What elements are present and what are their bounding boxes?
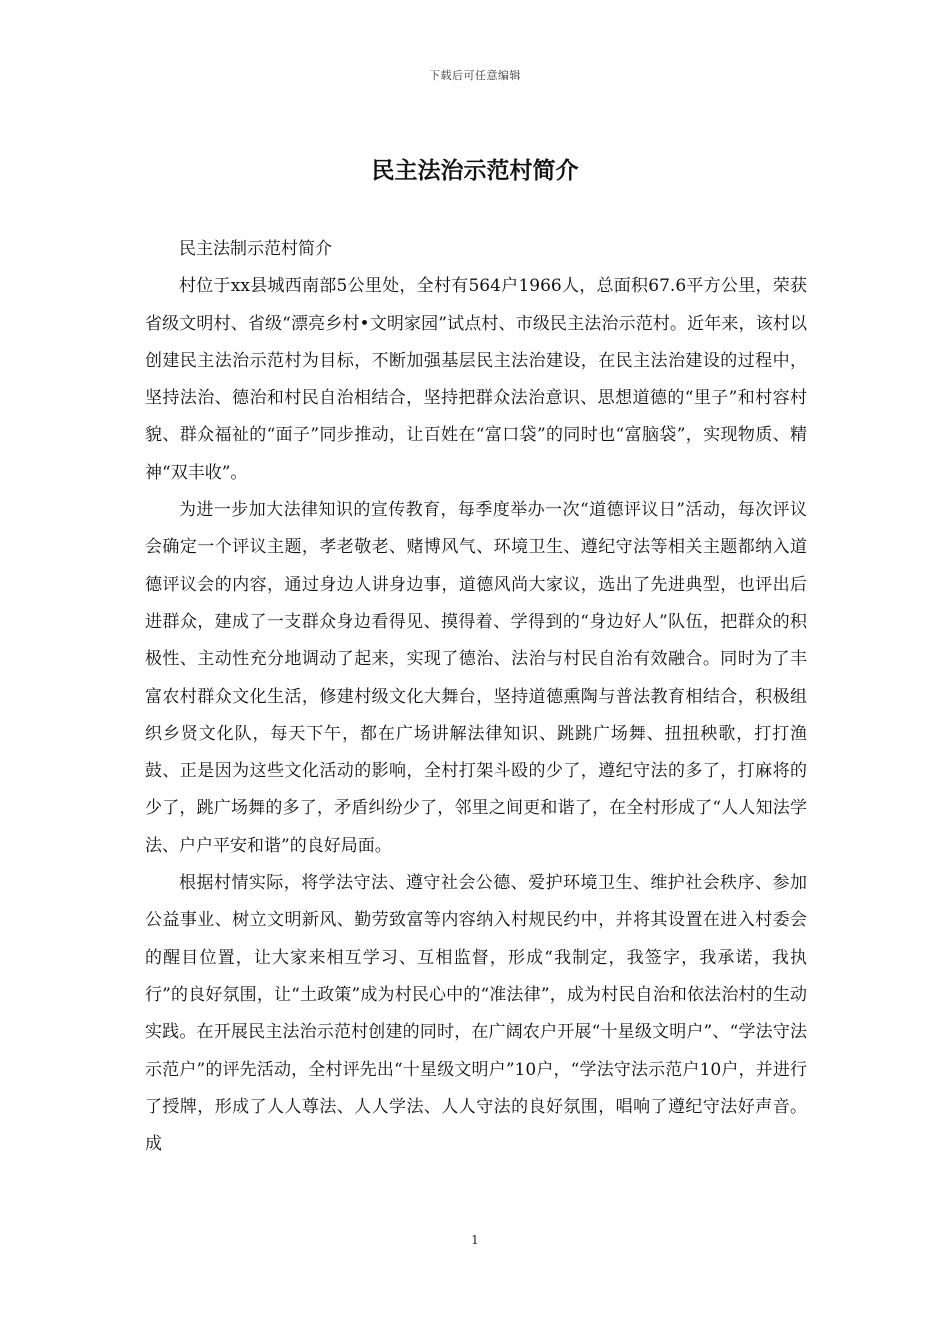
paragraph: 村位于xx县城西南部5公里处，全村有564户1966人，总面积67.6平方公里，荣获省级文明村、省级“漂亮乡村•文明家园”试点村、市级民主法治示范村。近年来，该村以创建民主法治示范村为目标，不断加强基层民主法治建设，在民主法治建设的过程中，坚持法治、德治和村民自治相结合，坚持把群众法治意识、思想道德的“里子”和村容村貌、群众福祉的“面子”同步推动，让百姓在“富口袋”的同时也“富脑袋”，实现物质、精神“双丰收”。 bbox=[145, 276, 807, 483]
document-title: 民主法治示范村简介 bbox=[371, 157, 579, 184]
header-note: 下载后可任意编辑 bbox=[429, 69, 521, 82]
document-body bbox=[145, 231, 807, 1163]
page-number: 1 bbox=[471, 1233, 479, 1247]
paragraph-subtitle: 民主法制示范村简介 bbox=[179, 239, 332, 259]
paragraph: 根据村情实际，将学法守法、遵守社会公德、爱护环境卫生、维护社会秩序、参加公益事业、树立文明新风、勤劳致富等内容纳入村规民约中，并将其设置在进入村委会的醒目位置，让大家来相互学习、互相监督，形成“我制定，我签字，我承诺，我执行”的良好氛围，让“土政策”成为村民心中的“准法律”，成为村民自治和依法治村的生动实践。在开展民主法治示范村创建的同时，在广阔农户开展“十星级文明户”、“学法守法示范户”的评先活动，全村评先出“十星级文明户”10户，“学法守法示范户10户，并进行了授牌，形成了人人尊法、人人学法、人人守法的良好氛围，唱响了遵纪守法好声音。成 bbox=[145, 873, 807, 1155]
paragraph: 为进一步加大法律知识的宣传教育，每季度举办一次“道德评议日”活动，每次评议会确定一个评议主题，孝老敬老、赌博风气、环境卫生、遵纪守法等相关主题都纳入道德评议会的内容，通过身边人讲身边事，道德风尚大家议，选出了先进典型，也评出后进群众，建成了一支群众身边看得见、摸得着、学得到的“身边好人”队伍，把群众的积极性、主动性充分地调动了起来，实现了德治、法治与村民自治有效融合。同时为了丰富农村群众文化生活，修建村级文化大舞台，坚持道德熏陶与普法教育相结合，积极组织乡贤文化队，每天下午，都在广场讲解法律知识、跳跳广场舞、扭扭秧歌，打打渔鼓、正是因为这些文化活动的影响，全村打架斗殴的少了，遵纪守法的多了，打麻将的少了，跳广场舞的多了，矛盾纠纷少了，邻里之间更和谐了，在全村形成了“人人知法学法、户户平安和谐”的良好局面。 bbox=[145, 500, 807, 856]
